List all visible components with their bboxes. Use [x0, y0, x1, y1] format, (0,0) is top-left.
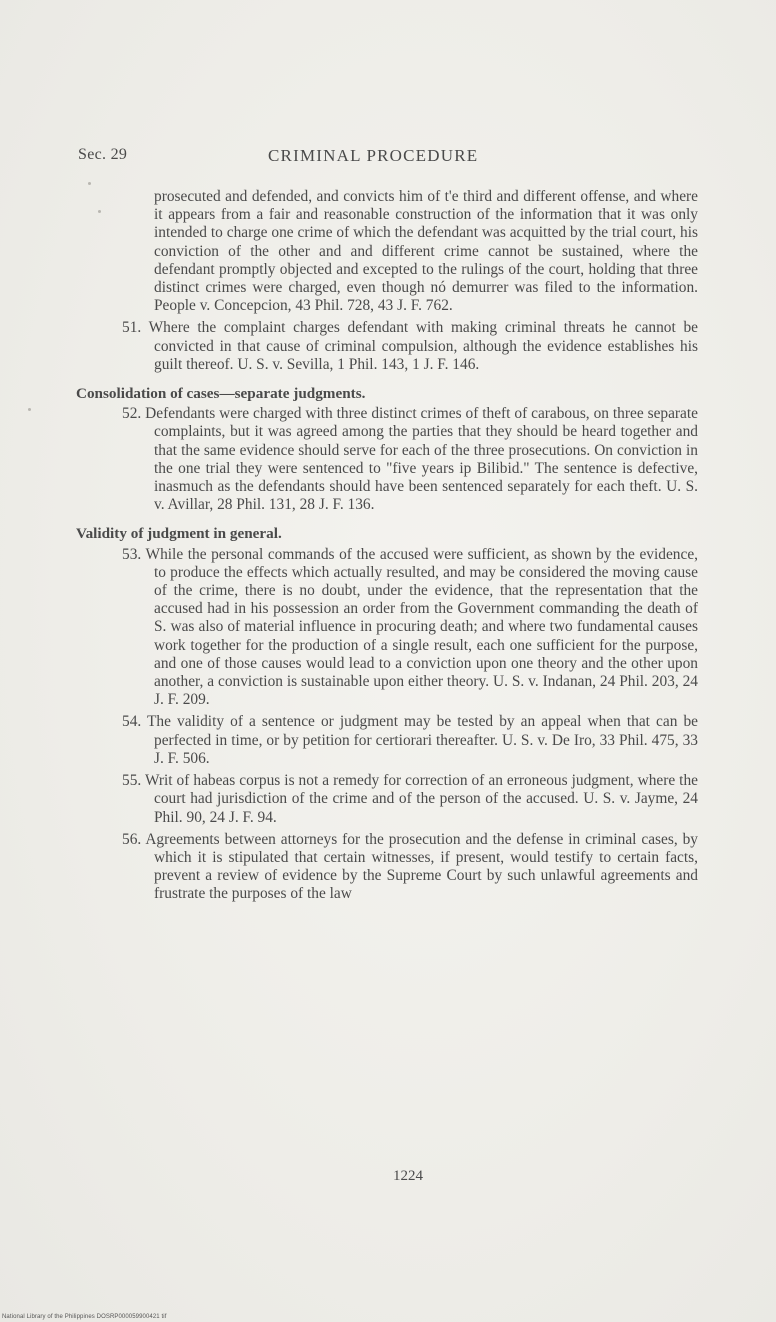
scan-credit: National Library of the Philippines DOSRP000059900421 tif: [2, 1314, 167, 1320]
entry-55: 55. Writ of habeas corpus is not a remedy for correction of an erroneous judgment, where the court had jurisdiction of the crime and of the person of the accused. U. S. v. Jayme, 24 Phil. 90, 24 J. F. 94.: [122, 772, 698, 826]
page-header: [78, 146, 698, 168]
continued-paragraph: prosecuted and defended, and convicts him of t'e third and different offense, and where it appears from a fair and reasonable construction of the information that it was only intended to charge one crime of which the defendant was acquitted by the trial court, his conviction of the other and and different crime cannot be sustained, where the defendant promptly objected and excepted to the rulings of the court, holding that three distinct crimes were charged, even though nó demurrer was filed to the information. People v. Concepcion, 43 Phil. 728, 43 J. F. 762.: [154, 188, 698, 315]
entry-53: 53. While the personal commands of the accused were sufficient, as shown by the evidence, to produce the effects which actually resulted, and may be considered the moving cause of the crime, there is no doubt, under the evidence, that the representation that the accused had in his possession an order from the Government commanding the death of S. was also of material influence in procuring death; and where two fundamental causes work together for the production of a single result, each one sufficient for the purpose, and one of those causes would lead to a conviction upon one theory and the other upon another, a conviction is sustainable upon either theory. U. S. v. Indanan, 24 Phil. 203, 24 J. F. 209.: [122, 545, 698, 709]
page-number: 1224: [393, 1168, 423, 1184]
entry-56: 56. Agreements between attorneys for the prosecution and the defense in criminal cases, by which it is stipulated that certain witnesses, if present, would testify to certain facts, prevent a review of evidence by the Supreme Court by such unlawful agreements and frustrate the purposes of the law: [122, 830, 698, 903]
section-label: Sec. 29: [78, 146, 128, 163]
scan-speck: [28, 408, 31, 411]
entry-52: 52. Defendants were charged with three distinct crimes of theft of carabous, on three separate complaints, but it was agreed among the parties that they should be heard together and that the same evidence should serve for each of the three prosecutions. On conviction in the one trial they were sentenced to "five years ip Bilibid." The sentence is defective, inasmuch as the defendants should have been sentenced separately for each theft. U. S. v. Avillar, 28 Phil. 131, 28 J. F. 136.: [122, 405, 698, 514]
entry-51: 51. Where the complaint charges defendant with making criminal threats he cannot be convicted in that cause of criminal compulsion, although the evidence establishes his guilt thereof. U. S. v. Sevilla, 1 Phil. 143, 1 J. F. 146.: [122, 319, 698, 373]
body-text: [76, 188, 698, 904]
heading-validity: Validity of judgment in general.: [76, 525, 282, 543]
heading-consolidation: Consolidation of cases—separate judgments.: [76, 385, 366, 403]
running-title: CRIMINAL PROCEDURE: [268, 146, 479, 165]
entry-54: 54. The validity of a sentence or judgment may be tested by an appeal when that can be perfected in time, or by petition for certiorari thereafter. U. S. v. De Iro, 33 Phil. 475, 33 J. F. 506.: [122, 713, 698, 767]
scan-speck: [88, 182, 91, 185]
